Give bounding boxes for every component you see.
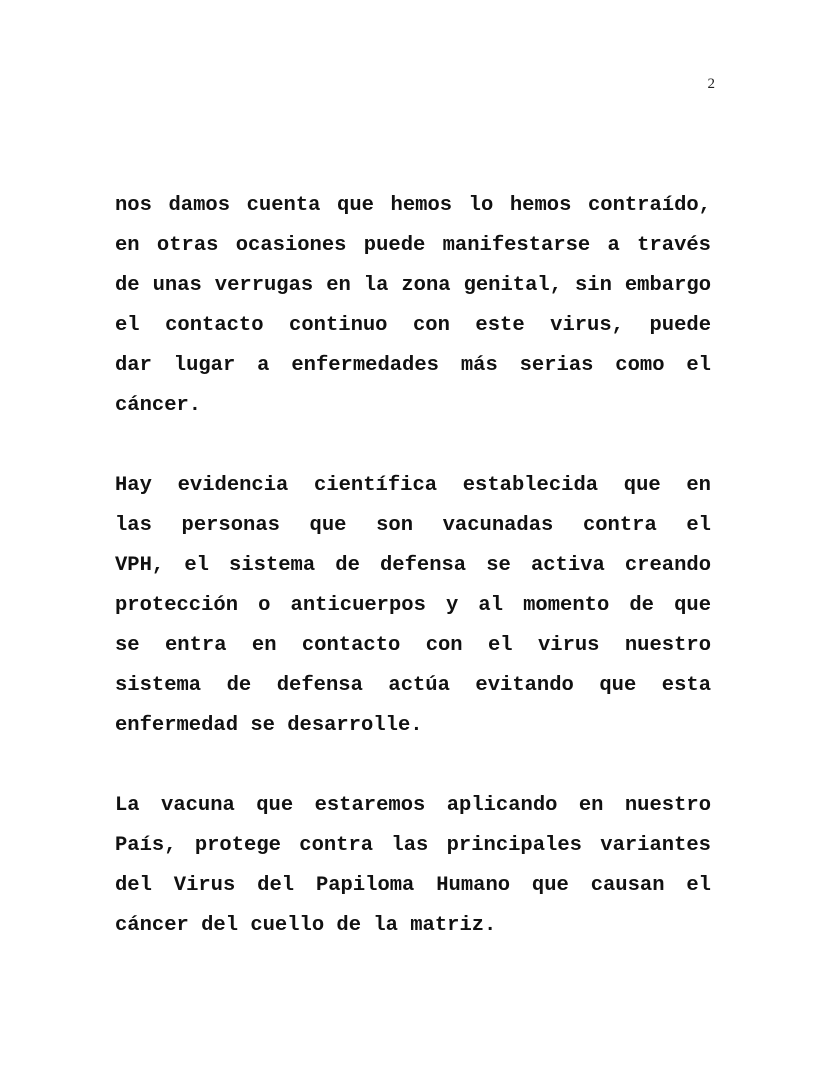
paragraph-3 [115, 786, 711, 946]
text-line: VPH, el sistema de defensa se activa creando [115, 554, 711, 577]
text-line: protección o anticuerpos y al momento de que [115, 594, 711, 617]
text-line: País, protege contra las principales variantes [115, 834, 711, 857]
text-line: de unas verrugas en la zona genital, sin embargo [115, 274, 711, 297]
text-line: se entra en contacto con el virus nuestro [115, 634, 711, 657]
text-line: del Virus del Papiloma Humano que causan el [115, 874, 711, 897]
text-line: sistema de defensa actúa evitando que esta [115, 674, 711, 697]
text-line: dar lugar a enfermedades más serias como el [115, 354, 711, 377]
text-line: las personas que son vacunadas contra el [115, 514, 711, 537]
text-line: en otras ocasiones puede manifestarse a través [115, 234, 711, 257]
text-line: Hay evidencia científica establecida que en [115, 474, 711, 497]
page-number: 2 [707, 76, 715, 92]
document-body [115, 186, 711, 946]
text-line: cáncer. [115, 394, 202, 417]
paragraph-spacer [115, 746, 711, 786]
text-line: cáncer del cuello de la matriz. [115, 914, 497, 937]
text-line: nos damos cuenta que hemos lo hemos contraído, [115, 194, 711, 217]
text-line: enfermedad se desarrolle. [115, 714, 423, 737]
paragraph-spacer [115, 426, 711, 466]
paragraph-1 [115, 186, 711, 426]
text-line: el contacto continuo con este virus, puede [115, 314, 711, 337]
text-line: La vacuna que estaremos aplicando en nuestro [115, 794, 711, 817]
paragraph-2 [115, 466, 711, 746]
